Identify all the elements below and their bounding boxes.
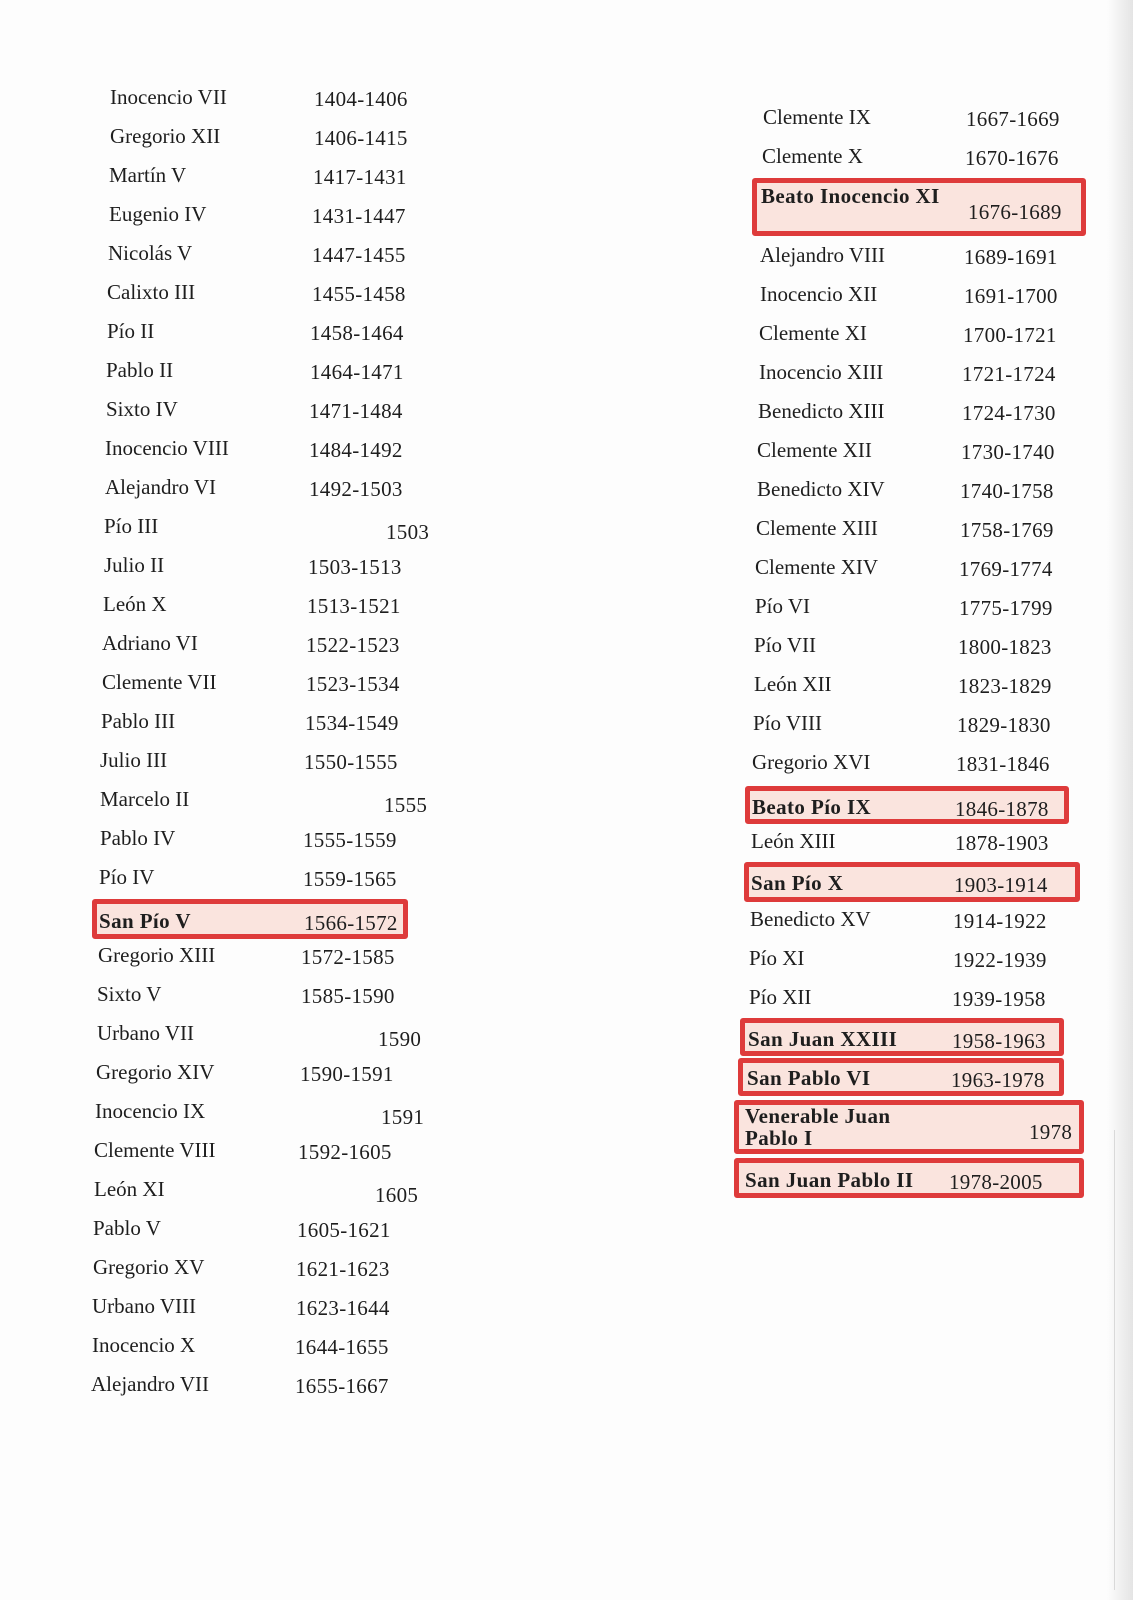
pope-name: Pío XI xyxy=(749,946,805,970)
pope-years: 1621-1623 xyxy=(296,1257,390,1281)
pope-years: 1590 xyxy=(378,1027,422,1051)
pope-years: 1721-1724 xyxy=(962,362,1056,386)
pope-years: 1417-1431 xyxy=(313,165,407,189)
pope-name: Beato Inocencio XI xyxy=(761,184,940,208)
pope-name: Alejandro VIII xyxy=(760,243,885,267)
highlight-box xyxy=(734,1100,1084,1154)
pope-name: Pablo II xyxy=(106,358,174,382)
pope-name: Inocencio IX xyxy=(95,1099,206,1123)
pope-name: Pablo IV xyxy=(100,826,176,850)
pope-name: San Pablo VI xyxy=(747,1066,871,1090)
pope-years: 1903-1914 xyxy=(954,873,1048,897)
pope-name: Pío VI xyxy=(755,594,811,618)
pope-name: Nicolás V xyxy=(108,241,193,265)
highlight-box xyxy=(92,899,408,939)
pope-years: 1592-1605 xyxy=(298,1140,392,1164)
pope-years: 1724-1730 xyxy=(962,401,1056,425)
pope-name: Clemente XIV xyxy=(755,555,879,579)
pope-years: 1939-1958 xyxy=(952,987,1046,1011)
pope-years: 1559-1565 xyxy=(303,867,397,891)
pope-years: 1700-1721 xyxy=(963,323,1057,347)
pope-years: 1670-1676 xyxy=(965,146,1059,170)
pope-name: San Pío V xyxy=(99,909,191,933)
pope-years: 1963-1978 xyxy=(951,1068,1045,1092)
pope-years: 1691-1700 xyxy=(964,284,1058,308)
pope-years: 1513-1521 xyxy=(307,594,401,618)
pope-years: 1566-1572 xyxy=(304,911,398,935)
pope-years: 1555-1559 xyxy=(303,828,397,852)
pope-years: 1958-1963 xyxy=(952,1029,1046,1053)
pope-years: 1522-1523 xyxy=(306,633,400,657)
pope-name: León XII xyxy=(754,672,832,696)
pope-years: 1667-1669 xyxy=(966,107,1060,131)
pope-name: Pío XII xyxy=(749,985,812,1009)
highlight-box xyxy=(738,1058,1064,1096)
pope-years: 1730-1740 xyxy=(961,440,1055,464)
pope-name: Gregorio XIII xyxy=(98,943,216,967)
pope-years: 1484-1492 xyxy=(309,438,403,462)
pope-years: 1740-1758 xyxy=(960,479,1054,503)
pope-name: Inocencio VII xyxy=(110,85,227,109)
pope-years: 1585-1590 xyxy=(301,984,395,1008)
pope-name: Venerable Juan Pablo I xyxy=(745,1104,891,1150)
pope-years: 1555 xyxy=(384,793,428,817)
pope-years: 1471-1484 xyxy=(309,399,403,423)
pope-name: Inocencio VIII xyxy=(105,436,229,460)
pope-years: 1769-1774 xyxy=(959,557,1053,581)
pope-years: 1800-1823 xyxy=(958,635,1052,659)
pope-name: Eugenio IV xyxy=(109,202,207,226)
highlight-box xyxy=(734,1158,1084,1198)
pope-name: Clemente VIII xyxy=(94,1138,216,1162)
pope-years: 1655-1667 xyxy=(295,1374,389,1398)
pope-name: Marcelo II xyxy=(100,787,190,811)
pope-name: León XI xyxy=(94,1177,165,1201)
pope-name: Pío II xyxy=(107,319,155,343)
pope-name: Alejandro VI xyxy=(105,475,216,499)
pope-name: León XIII xyxy=(751,829,836,853)
pope-name: Gregorio XV xyxy=(93,1255,205,1279)
pope-years: 1978 xyxy=(1029,1120,1073,1144)
pope-years: 1523-1534 xyxy=(306,672,400,696)
pope-years: 1404-1406 xyxy=(314,87,408,111)
pope-years: 1492-1503 xyxy=(309,477,403,501)
pope-years: 1829-1830 xyxy=(957,713,1051,737)
pope-years: 1458-1464 xyxy=(310,321,404,345)
highlight-box xyxy=(740,1018,1064,1056)
pope-name: Gregorio XII xyxy=(110,124,221,148)
pope-name: Benedicto XIII xyxy=(758,399,885,423)
pope-name: Pablo III xyxy=(101,709,176,733)
pope-name: Sixto IV xyxy=(106,397,178,421)
pope-name: Inocencio XII xyxy=(760,282,878,306)
pope-name: Julio II xyxy=(104,553,165,577)
pope-name: Beato Pío IX xyxy=(752,795,872,819)
pope-years: 1846-1878 xyxy=(955,797,1049,821)
pope-name: Adriano VI xyxy=(102,631,198,655)
pope-years: 1503 xyxy=(386,520,430,544)
pope-name: San Juan Pablo II xyxy=(745,1168,914,1192)
pope-name: San Pío X xyxy=(751,871,844,895)
pope-years: 1758-1769 xyxy=(960,518,1054,542)
pope-years: 1823-1829 xyxy=(958,674,1052,698)
pope-years: 1878-1903 xyxy=(955,831,1049,855)
pope-years: 1464-1471 xyxy=(310,360,404,384)
pope-years: 1406-1415 xyxy=(314,126,408,150)
pope-name: Clemente X xyxy=(762,144,863,168)
pope-name: Benedicto XIV xyxy=(757,477,885,501)
pope-name: Calixto III xyxy=(107,280,196,304)
pope-years: 1550-1555 xyxy=(304,750,398,774)
pope-years: 1503-1513 xyxy=(308,555,402,579)
pope-years: 1591 xyxy=(381,1105,425,1129)
pope-name: León X xyxy=(103,592,167,616)
pope-years: 1431-1447 xyxy=(312,204,406,228)
pope-name: Urbano VII xyxy=(97,1021,195,1045)
page-edge-shadow xyxy=(1107,0,1133,1600)
pope-years: 1831-1846 xyxy=(956,752,1050,776)
pope-years: 1689-1691 xyxy=(964,245,1058,269)
pope-years: 1922-1939 xyxy=(953,948,1047,972)
pope-years: 1605-1621 xyxy=(297,1218,391,1242)
highlight-box xyxy=(752,178,1086,236)
pope-name: San Juan XXIII xyxy=(748,1027,898,1051)
pope-years: 1455-1458 xyxy=(312,282,406,306)
pope-name: Clemente XII xyxy=(757,438,872,462)
pope-name: Julio III xyxy=(100,748,168,772)
pope-name: Clemente VII xyxy=(102,670,217,694)
pope-years: 1644-1655 xyxy=(295,1335,389,1359)
pope-years: 1623-1644 xyxy=(296,1296,390,1320)
pope-years: 1447-1455 xyxy=(312,243,406,267)
page-edge-line xyxy=(1114,1130,1115,1590)
pope-name: Alejandro VII xyxy=(91,1372,209,1396)
pope-name: Pío IV xyxy=(99,865,155,889)
highlight-box xyxy=(745,786,1069,824)
pope-years: 1775-1799 xyxy=(959,596,1053,620)
pope-name: Pío III xyxy=(104,514,159,538)
pope-name: Clemente IX xyxy=(763,105,871,129)
pope-name: Clemente XI xyxy=(759,321,867,345)
pope-name: Urbano VIII xyxy=(92,1294,196,1318)
pope-name: Gregorio XVI xyxy=(752,750,871,774)
pope-years: 1978-2005 xyxy=(949,1170,1043,1194)
pope-name: Martín V xyxy=(109,163,187,187)
pope-years: 1572-1585 xyxy=(301,945,395,969)
pope-name: Inocencio X xyxy=(92,1333,196,1357)
pope-name: Pablo V xyxy=(93,1216,161,1240)
highlight-box xyxy=(744,862,1080,902)
pope-name: Inocencio XIII xyxy=(759,360,884,384)
pope-years: 1914-1922 xyxy=(953,909,1047,933)
pope-years: 1676-1689 xyxy=(968,200,1062,224)
pope-name: Clemente XIII xyxy=(756,516,878,540)
pope-name: Sixto V xyxy=(97,982,162,1006)
pope-name: Pío VIII xyxy=(753,711,823,735)
pope-years: 1605 xyxy=(375,1183,419,1207)
pope-years: 1534-1549 xyxy=(305,711,399,735)
pope-name: Benedicto XV xyxy=(750,907,871,931)
pope-name: Pío VII xyxy=(754,633,817,657)
pope-name: Gregorio XIV xyxy=(96,1060,215,1084)
pope-years: 1590-1591 xyxy=(300,1062,394,1086)
